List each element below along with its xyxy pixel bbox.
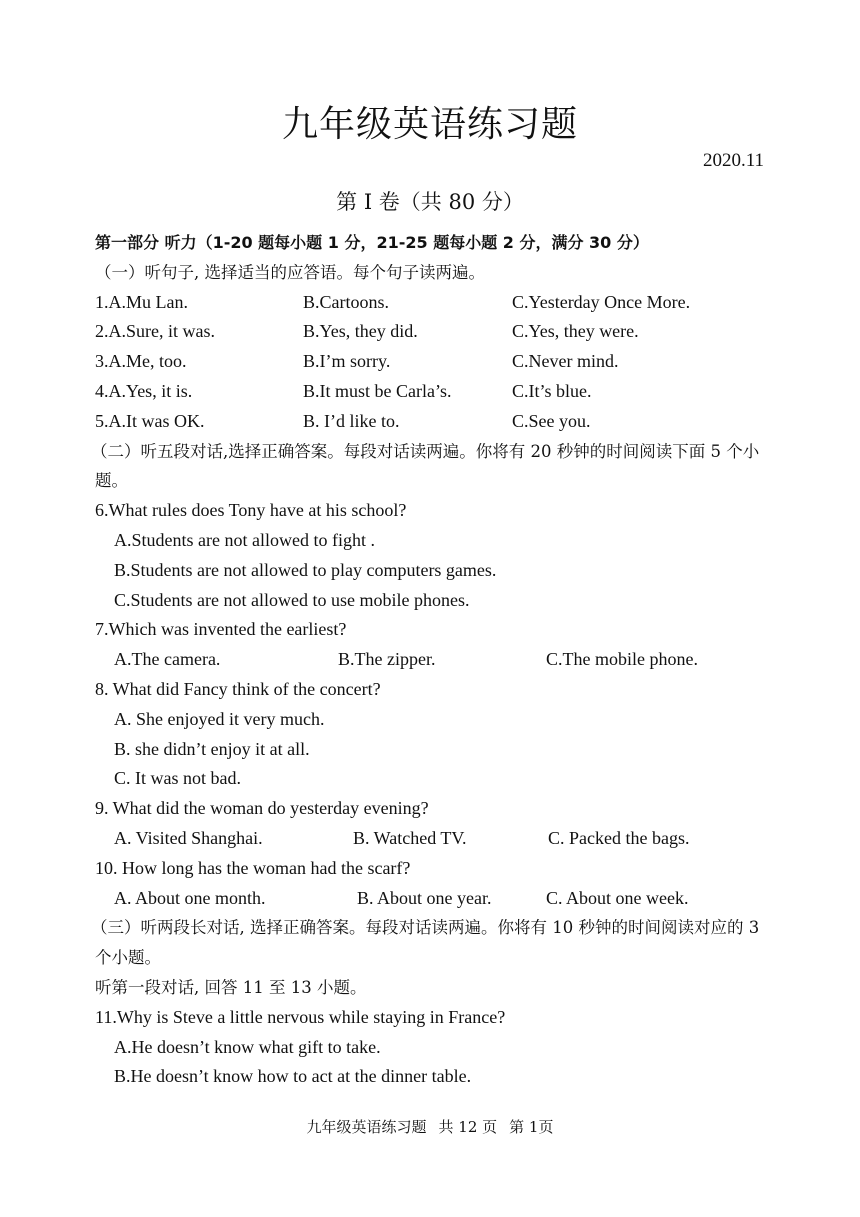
question-7-options	[95, 645, 767, 675]
footer-page-number: 第 1页	[509, 1118, 554, 1136]
option-c: C.It’s blue.	[512, 380, 592, 401]
question-2	[95, 317, 767, 347]
dialog-1-instruction: 听第一段对话, 回答 11 至 13 小题。	[95, 977, 367, 997]
option-c: C. Packed the bags.	[548, 827, 690, 848]
part-heading: 第一部分 听力（1-20 题每小题 1 分，21-25 题每小题 2 分，满分 30 分）	[95, 233, 649, 252]
question-10-options	[95, 884, 767, 914]
page-footer	[0, 1116, 860, 1137]
option-b: B.Yes, they did.	[303, 321, 418, 342]
option-a: 2.A.Sure, it was.	[95, 321, 215, 342]
option-b: B.I’m sorry.	[303, 351, 391, 372]
question-4	[95, 377, 767, 407]
option-c: C.Students are not allowed to use mobile phones.	[114, 589, 470, 610]
option-a: 5.A.It was OK.	[95, 410, 205, 431]
option-a: A.Students are not allowed to fight .	[114, 529, 375, 550]
section-2-instruction: （二）听五段对话,选择正确答案。每段对话读两遍。你将有 20 秒钟的时间阅读下面 5 个小题。	[91, 441, 760, 491]
option-b: B. Watched TV.	[353, 827, 467, 848]
option-b: B.Students are not allowed to play computers games.	[114, 559, 497, 580]
option-b: B.It must be Carla’s.	[303, 380, 452, 401]
option-b: B. About one year.	[357, 887, 492, 908]
question-6-stem: 6.What rules does Tony have at his school?	[95, 500, 407, 521]
option-c: C. About one week.	[546, 887, 689, 908]
option-c: C.The mobile phone.	[546, 649, 698, 670]
footer-title: 九年级英语练习题	[306, 1118, 427, 1136]
page-title: 九年级英语练习题	[281, 104, 578, 145]
option-c: C.Yesterday Once More.	[512, 291, 691, 312]
question-11-stem: 11.Why is Steve a little nervous while staying in France?	[95, 1006, 506, 1027]
question-10-stem: 10. How long has the woman had the scarf?	[95, 857, 411, 878]
option-b: B.The zipper.	[338, 649, 436, 670]
volume-subtitle: 第 I 卷（共 80 分）	[336, 190, 524, 214]
question-9-options	[95, 824, 767, 854]
option-a: A.He doesn’t know what gift to take.	[114, 1036, 381, 1057]
section-3-instruction: （三）听两段长对话, 选择正确答案。每段对话读两遍。你将有 10 秒钟的时间阅读对应的 3 个小题。	[91, 918, 760, 968]
exam-content	[91, 228, 767, 1092]
footer-total-pages: 共 12 页	[438, 1118, 498, 1136]
option-c: C.Never mind.	[512, 351, 619, 372]
question-5	[95, 407, 767, 437]
option-b: B. she didn’t enjoy it at all.	[114, 738, 310, 759]
option-b: B. I’d like to.	[303, 410, 400, 431]
option-b: B.Cartoons.	[303, 291, 390, 312]
question-9-stem: 9. What did the woman do yesterday evening?	[95, 798, 429, 819]
option-a: A.The camera.	[114, 649, 221, 670]
option-b: B.He doesn’t know how to act at the dinner table.	[114, 1066, 472, 1087]
option-a: A. About one month.	[114, 887, 266, 908]
question-1	[95, 288, 767, 318]
question-7-stem: 7.Which was invented the earliest?	[95, 619, 347, 640]
question-8-stem: 8. What did Fancy think of the concert?	[95, 678, 381, 699]
option-a: 3.A.Me, too.	[95, 351, 187, 372]
option-a: 4.A.Yes, it is.	[95, 380, 193, 401]
exam-date: 2020.11	[702, 150, 764, 171]
section-1-instruction: （一）听句子, 选择适当的应答语。每个句子读两遍。	[95, 262, 485, 282]
option-c: C.See you.	[512, 410, 591, 431]
option-c: C.Yes, they were.	[512, 321, 639, 342]
option-a: A. Visited Shanghai.	[114, 827, 263, 848]
option-c: C. It was not bad.	[114, 768, 241, 789]
option-a: A. She enjoyed it very much.	[114, 708, 325, 729]
option-a: 1.A.Mu Lan.	[95, 291, 188, 312]
question-3	[95, 347, 767, 377]
